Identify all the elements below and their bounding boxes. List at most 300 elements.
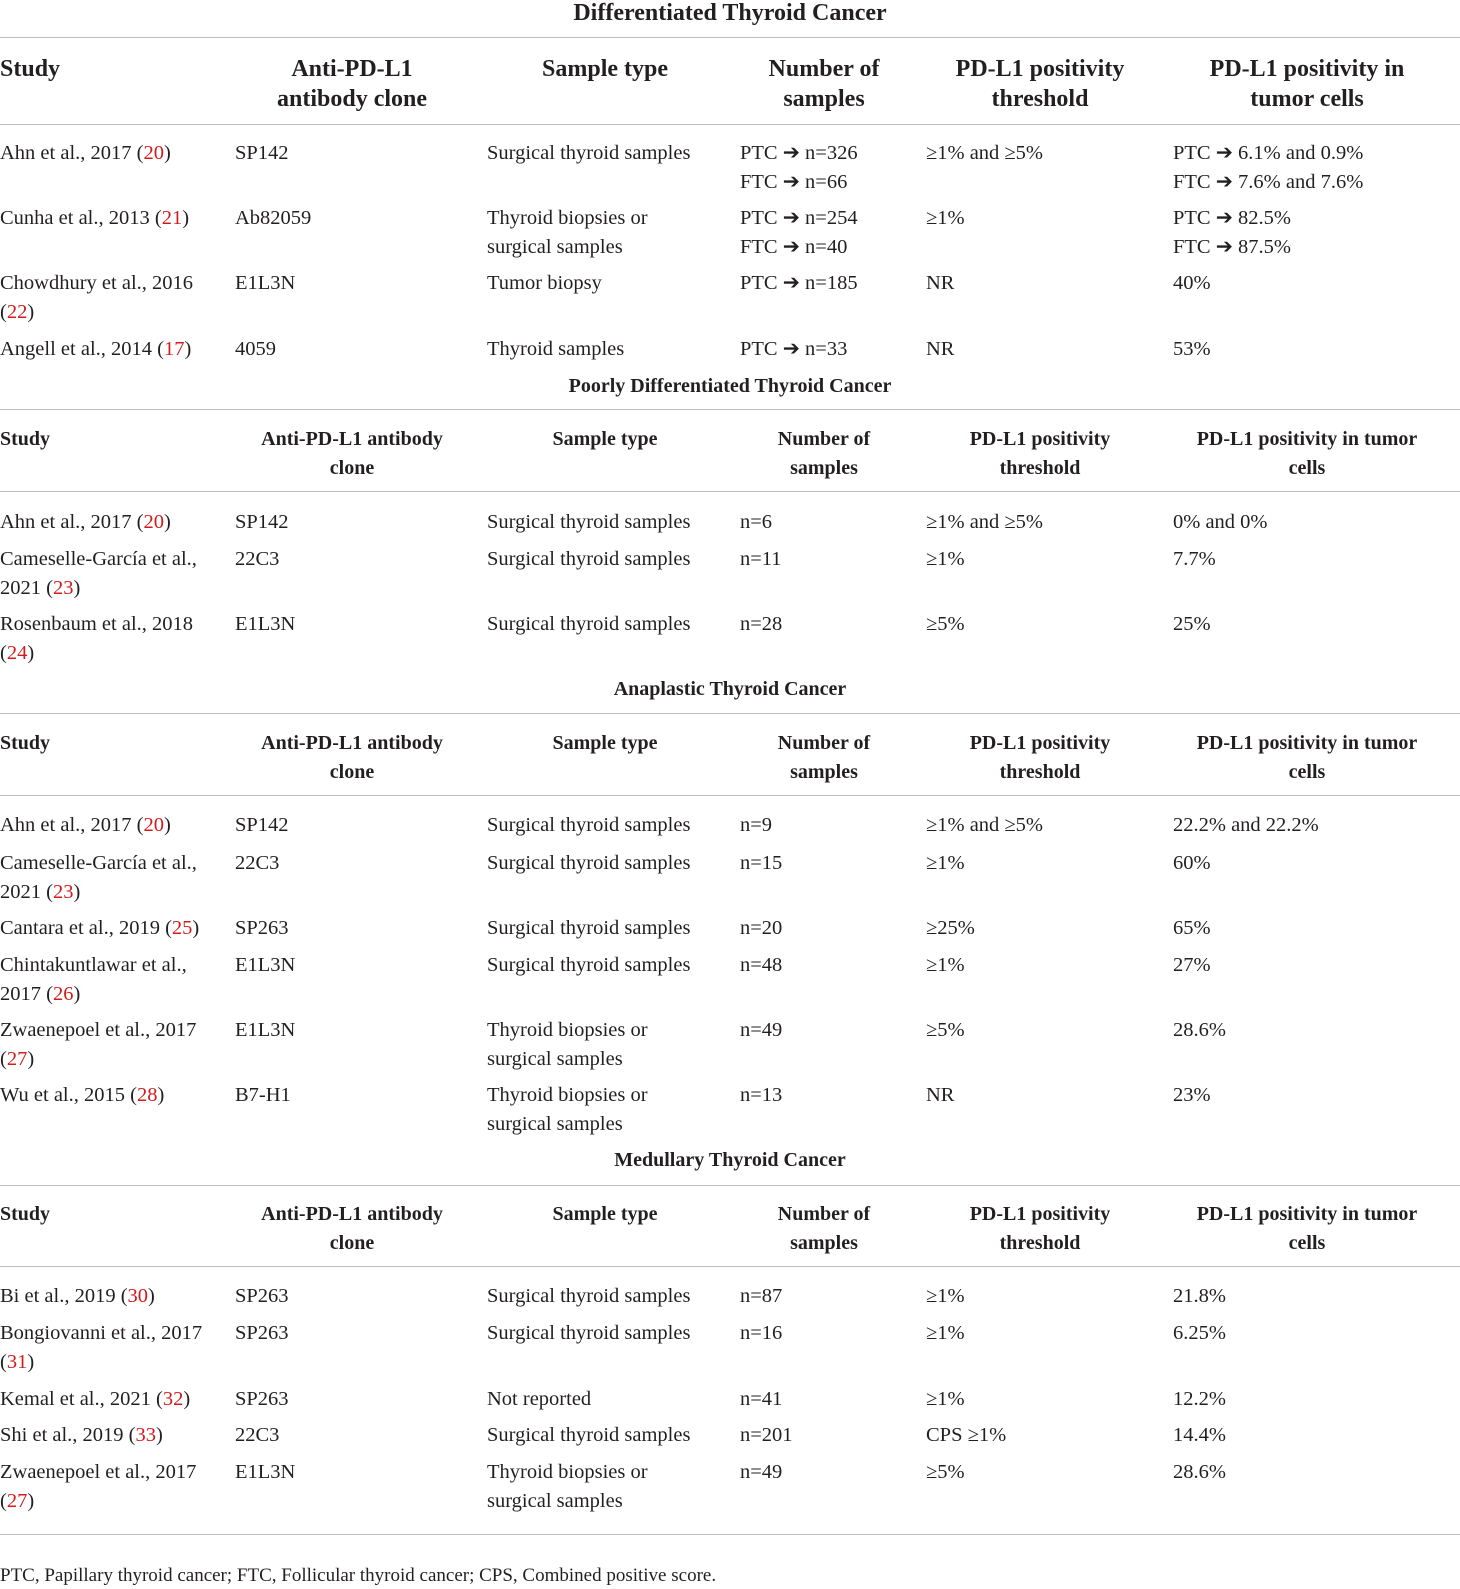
cell-number (740, 139, 858, 197)
cell-line: E1L3N (235, 1019, 296, 1041)
cell-line: NR (926, 1084, 955, 1106)
cell-clone (235, 811, 289, 840)
cell-positivity (1173, 811, 1319, 840)
column-header-clone (237, 54, 467, 114)
cell-line: ≥1% (926, 1285, 965, 1307)
study-citation-close: ) (148, 1285, 155, 1307)
cell-line: Surgical thyroid samples (487, 1285, 691, 1307)
cell-line (0, 1421, 163, 1450)
cell-line: PTC ➔ n=33 (740, 338, 848, 360)
cell-line: Surgical thyroid samples (487, 954, 691, 976)
header-line: cells (1288, 1232, 1326, 1254)
column-header-number (724, 1200, 924, 1258)
header-line: PD-L1 positivity (955, 56, 1125, 82)
cell-line: Surgical thyroid samples (487, 917, 691, 939)
cell-study (0, 139, 171, 168)
cell-line: 25% (1173, 613, 1211, 635)
column-header-threshold (920, 729, 1160, 787)
reference-link[interactable]: 27 (6, 1490, 28, 1512)
cell-study (0, 1282, 155, 1311)
cell-line: n=11 (740, 548, 782, 570)
cell-line: SP263 (235, 1388, 289, 1410)
reference-link[interactable]: 25 (171, 917, 193, 939)
cell-line: 22C3 (235, 1424, 280, 1446)
cell-line: 4059 (235, 338, 276, 360)
cell-line: surgical samples (487, 1490, 623, 1512)
cell-line: surgical samples (487, 1048, 623, 1070)
cell-line (0, 335, 191, 364)
reference-link[interactable]: 32 (162, 1388, 184, 1410)
cell-line: SP263 (235, 1322, 289, 1344)
header-line: Study (0, 56, 61, 82)
cell-number (740, 1385, 782, 1414)
cell-clone (235, 269, 295, 298)
header-line: PD-L1 positivity in (1209, 56, 1405, 82)
cell-sample (487, 204, 648, 262)
cell-threshold (926, 951, 965, 980)
header-line: samples (790, 761, 858, 783)
header-line: Sample type (552, 1203, 658, 1225)
cell-clone (235, 1081, 291, 1110)
header-line: PD-L1 positivity (969, 732, 1111, 754)
section-title: Differentiated Thyroid Cancer (573, 0, 887, 26)
header-line: clone (329, 761, 375, 783)
study-citation-close: ) (184, 338, 192, 360)
cell-line: ≥5% (926, 1019, 965, 1041)
header-line: samples (790, 457, 858, 479)
cell-positivity (1173, 508, 1268, 537)
cell-positivity (1173, 1458, 1226, 1487)
cell-study (0, 508, 171, 537)
cell-sample (487, 1282, 690, 1311)
cell-clone (235, 1458, 295, 1487)
cell-number (740, 335, 847, 364)
cell-line: 0% and 0% (1173, 511, 1268, 533)
cell-line: PTC ➔ n=326 (740, 142, 858, 164)
cell-number (740, 951, 782, 980)
cell-line: PTC ➔ n=254 (740, 207, 858, 229)
header-line: Study (0, 428, 51, 450)
cell-line: n=9 (740, 814, 773, 836)
header-line: clone (329, 1232, 375, 1254)
study-citation: Zwaenepoel et al., 2017 (0, 1019, 197, 1041)
cell-threshold (926, 1282, 965, 1311)
reference-link[interactable]: 31 (6, 1351, 28, 1373)
cell-line: ≥1% (926, 548, 965, 570)
cell-threshold (926, 849, 965, 878)
cell-positivity (1173, 914, 1211, 943)
study-citation: Cameselle-García et al., (0, 852, 197, 874)
cell-study (0, 1016, 196, 1074)
cell-sample (487, 335, 624, 364)
study-citation: Cunha et al., 2013 ( (0, 207, 162, 229)
cell-line: PTC ➔ 6.1% and 0.9% (1173, 142, 1364, 164)
cell-positivity (1173, 139, 1363, 197)
header-line: samples (783, 86, 865, 112)
cell-sample (487, 610, 690, 639)
header-bottom-rule (0, 491, 1460, 492)
cell-line: NR (926, 272, 955, 294)
cell-line: ≥25% (926, 917, 975, 939)
study-citation-close: ) (156, 1424, 163, 1446)
column-header-sample (485, 729, 725, 758)
column-header-clone (237, 425, 467, 483)
header-top-rule (0, 1185, 1460, 1186)
cell-line: 14.4% (1173, 1424, 1226, 1446)
cell-line: surgical samples (487, 236, 623, 258)
header-line: samples (790, 1232, 858, 1254)
cell-line: NR (926, 338, 955, 360)
study-citation: Bi et al., 2019 ( (0, 1285, 128, 1307)
study-citation-close: ) (182, 207, 190, 229)
column-header-threshold (920, 425, 1160, 483)
study-citation-close: ) (27, 642, 35, 664)
column-header-positivity (1162, 54, 1452, 114)
cell-line: B7-H1 (235, 1084, 291, 1106)
cell-clone (235, 139, 289, 168)
header-line: threshold (999, 1232, 1081, 1254)
cell-line: ≥1% (926, 207, 965, 229)
cell-line: Thyroid biopsies or (487, 1461, 648, 1483)
cell-line: PTC ➔ n=185 (740, 272, 858, 294)
cell-line: Ab82059 (235, 207, 312, 229)
cell-line: Surgical thyroid samples (487, 548, 691, 570)
cell-line (0, 849, 197, 878)
header-line: PD-L1 positivity in tumor (1196, 732, 1418, 754)
cell-line: 28.6% (1173, 1461, 1226, 1483)
reference-link[interactable]: 24 (6, 642, 28, 664)
study-citation: ( (0, 1048, 7, 1070)
cell-line: n=20 (740, 917, 783, 939)
cell-number (740, 1421, 793, 1450)
column-header-study (0, 54, 60, 84)
section-title: Anaplastic Thyroid Cancer (613, 678, 847, 700)
reference-link[interactable]: 20 (143, 511, 164, 533)
cell-sample (487, 545, 690, 574)
header-line: PD-L1 positivity (969, 428, 1111, 450)
cell-sample (487, 1421, 690, 1450)
header-bottom-rule (0, 124, 1460, 125)
cell-threshold (926, 545, 965, 574)
header-line: Study (0, 732, 51, 754)
cell-study (0, 269, 193, 327)
study-citation: Cameselle-García et al., (0, 548, 197, 570)
table-footnote: PTC, Papillary thyroid cancer; FTC, Follicular thyroid cancer; CPS, Combined positive score. (0, 1565, 717, 1586)
study-citation: Ahn et al., 2017 ( (0, 814, 144, 836)
header-line: Number of (777, 1203, 871, 1225)
column-header-study (0, 1200, 50, 1229)
cell-clone (235, 508, 289, 537)
study-citation-close: ) (157, 1084, 165, 1106)
header-line: Study (0, 1203, 51, 1225)
cell-line (0, 1016, 196, 1045)
cell-study (0, 1421, 163, 1450)
cell-number (740, 1081, 782, 1110)
cell-number (740, 849, 782, 878)
cell-line: Thyroid biopsies or (487, 1019, 648, 1041)
study-citation: Cantara et al., 2019 ( (0, 917, 172, 939)
cell-line: E1L3N (235, 613, 296, 635)
cell-line (0, 204, 189, 233)
header-line: Sample type (552, 732, 658, 754)
header-line: threshold (999, 761, 1081, 783)
reference-link[interactable]: 20 (143, 142, 164, 164)
study-citation: Ahn et al., 2017 ( (0, 142, 144, 164)
cell-line: ≥1% (926, 954, 965, 976)
cell-line: Surgical thyroid samples (487, 852, 691, 874)
cell-study (0, 849, 197, 907)
cell-sample (487, 1319, 690, 1348)
study-citation-close: ) (73, 881, 81, 903)
cell-study (0, 1458, 196, 1516)
header-line: Anti-PD-L1 antibody (261, 1203, 443, 1225)
cell-line: Surgical thyroid samples (487, 1424, 691, 1446)
header-line: clone (329, 457, 375, 479)
cell-line: 22.2% and 22.2% (1173, 814, 1319, 836)
study-citation: Wu et al., 2015 ( (0, 1084, 137, 1106)
study-citation: Angell et al., 2014 ( (0, 338, 164, 360)
cell-threshold (926, 914, 975, 943)
cell-positivity (1173, 610, 1211, 639)
cell-line (0, 1045, 196, 1074)
cell-line: Surgical thyroid samples (487, 142, 691, 164)
column-header-clone (237, 1200, 467, 1258)
study-citation-close: ) (27, 1048, 35, 1070)
cell-clone (235, 951, 295, 980)
cell-study (0, 335, 191, 364)
cell-line: n=48 (740, 954, 783, 976)
study-citation: 2021 ( (0, 881, 53, 903)
study-citation: 2021 ( (0, 577, 53, 599)
cell-line (0, 1282, 155, 1311)
cell-threshold (926, 811, 1043, 840)
header-line: Number of (768, 56, 880, 82)
cell-line: SP142 (235, 511, 289, 533)
cell-line: 22C3 (235, 852, 280, 874)
cell-line (0, 139, 171, 168)
cell-study (0, 1319, 202, 1377)
cell-line: 23% (1173, 1084, 1211, 1106)
cell-line: n=16 (740, 1322, 783, 1344)
cell-threshold (926, 1016, 965, 1045)
cell-line: Surgical thyroid samples (487, 613, 691, 635)
reference-link[interactable]: 20 (143, 814, 164, 836)
study-citation-close: ) (163, 814, 171, 836)
section-title: Medullary Thyroid Cancer (614, 1149, 846, 1171)
cell-line (0, 980, 187, 1009)
header-line: PD-L1 positivity in tumor (1196, 1203, 1418, 1225)
header-bottom-rule (0, 1266, 1460, 1267)
reference-link[interactable]: 30 (127, 1285, 149, 1307)
cell-line (0, 639, 193, 668)
study-citation: Chintakuntlawar et al., (0, 954, 187, 976)
cell-positivity (1173, 1319, 1226, 1348)
cell-number (740, 508, 772, 537)
table-bottom-rule (0, 1534, 1460, 1535)
header-line: Anti-PD-L1 antibody (261, 732, 443, 754)
cell-line (0, 508, 171, 537)
column-header-number (724, 729, 924, 787)
header-line: threshold (999, 457, 1081, 479)
cell-sample (487, 508, 690, 537)
cell-line: 65% (1173, 917, 1211, 939)
cell-positivity (1173, 204, 1291, 262)
cell-threshold (926, 508, 1043, 537)
header-line: cells (1288, 761, 1326, 783)
cell-sample (487, 1385, 591, 1414)
cell-clone (235, 204, 311, 233)
cell-study (0, 811, 171, 840)
column-header-clone (237, 729, 467, 787)
cell-sample (487, 849, 690, 878)
cell-clone (235, 1319, 289, 1348)
cell-line (0, 1385, 190, 1414)
cell-line: ≥1% and ≥5% (926, 142, 1044, 164)
cell-line: SP142 (235, 814, 289, 836)
cell-positivity (1173, 1081, 1211, 1110)
cell-line: n=28 (740, 613, 783, 635)
study-citation: Bongiovanni et al., 2017 (0, 1322, 203, 1344)
study-citation: ( (0, 1351, 7, 1373)
cell-line: 53% (1173, 338, 1211, 360)
reference-link[interactable]: 23 (52, 577, 74, 599)
reference-link[interactable]: 27 (6, 1048, 28, 1070)
header-line: antibody clone (276, 86, 428, 112)
cell-line: Surgical thyroid samples (487, 1322, 691, 1344)
study-citation: Rosenbaum et al., 2018 (0, 613, 194, 635)
study-citation: ( (0, 642, 7, 664)
cell-threshold (926, 1421, 1006, 1450)
cell-number (740, 545, 782, 574)
cell-line: FTC ➔ n=40 (740, 236, 848, 258)
study-citation: ( (0, 1490, 7, 1512)
header-line: Number of (777, 428, 871, 450)
cell-line: E1L3N (235, 1461, 296, 1483)
header-line: Number of (777, 732, 871, 754)
cell-line: Thyroid biopsies or (487, 207, 648, 229)
study-citation-close: ) (163, 142, 171, 164)
cell-line: 27% (1173, 954, 1211, 976)
cell-line (0, 1319, 202, 1348)
header-top-rule (0, 37, 1460, 38)
cell-line: ≥1% (926, 1388, 965, 1410)
header-bottom-rule (0, 795, 1460, 796)
cell-line: 7.7% (1173, 548, 1216, 570)
cell-line: n=201 (740, 1424, 793, 1446)
section-title: Poorly Differentiated Thyroid Cancer (568, 375, 892, 397)
reference-link[interactable]: 17 (163, 338, 185, 360)
cell-clone (235, 545, 279, 574)
reference-link[interactable]: 23 (52, 881, 74, 903)
cell-number (740, 914, 782, 943)
cell-line: ≥1% (926, 852, 965, 874)
cell-sample (487, 811, 690, 840)
cell-line (0, 545, 197, 574)
cell-line (0, 878, 197, 907)
cell-line: surgical samples (487, 1113, 623, 1135)
reference-link[interactable]: 21 (161, 207, 183, 229)
cell-line (0, 811, 171, 840)
study-citation-close: ) (163, 511, 171, 533)
column-header-positivity (1162, 729, 1452, 787)
cell-sample (487, 914, 690, 943)
study-citation-close: ) (192, 917, 200, 939)
cell-number (740, 204, 858, 262)
cell-line: Surgical thyroid samples (487, 511, 691, 533)
study-citation: Shi et al., 2019 ( (0, 1424, 136, 1446)
cell-sample (487, 139, 690, 168)
reference-link[interactable]: 26 (52, 983, 74, 1005)
header-top-rule (0, 409, 1460, 410)
cell-sample (487, 269, 602, 298)
cell-line (0, 1081, 164, 1110)
cell-line: PTC ➔ 82.5% (1173, 207, 1291, 229)
cell-number (740, 269, 858, 298)
cell-line: n=49 (740, 1461, 783, 1483)
cell-number (740, 1282, 782, 1311)
cell-positivity (1173, 545, 1216, 574)
cell-threshold (926, 139, 1043, 168)
cell-positivity (1173, 849, 1211, 878)
column-header-threshold (920, 1200, 1160, 1258)
cell-clone (235, 1421, 279, 1450)
column-header-sample (485, 425, 725, 454)
cell-line: E1L3N (235, 272, 296, 294)
cell-line: 28.6% (1173, 1019, 1226, 1041)
cell-line: n=41 (740, 1388, 783, 1410)
cell-line: Surgical thyroid samples (487, 814, 691, 836)
cell-threshold (926, 610, 965, 639)
column-header-sample (485, 54, 725, 84)
cell-line: SP142 (235, 142, 289, 164)
reference-link[interactable]: 22 (6, 301, 28, 323)
header-line: threshold (991, 86, 1089, 112)
cell-number (740, 811, 772, 840)
cell-number (740, 1458, 782, 1487)
cell-line: n=13 (740, 1084, 783, 1106)
cell-line: n=49 (740, 1019, 783, 1041)
cell-positivity (1173, 269, 1211, 298)
column-header-sample (485, 1200, 725, 1229)
cell-number (740, 1016, 782, 1045)
column-header-threshold (920, 54, 1160, 114)
cell-line: 6.25% (1173, 1322, 1226, 1344)
cell-clone (235, 1385, 289, 1414)
cell-line (0, 610, 193, 639)
header-line: PD-L1 positivity in tumor (1196, 428, 1418, 450)
cell-study (0, 204, 189, 233)
study-citation: ( (0, 301, 7, 323)
cell-line (0, 574, 197, 603)
header-line: Sample type (552, 428, 658, 450)
cell-sample (487, 1081, 648, 1139)
cell-threshold (926, 1458, 965, 1487)
cell-positivity (1173, 1385, 1226, 1414)
cell-positivity (1173, 1016, 1226, 1045)
column-header-positivity (1162, 1200, 1452, 1258)
cell-positivity (1173, 951, 1211, 980)
study-citation: Chowdhury et al., 2016 (0, 272, 194, 294)
reference-link[interactable]: 33 (135, 1424, 157, 1446)
cell-line: FTC ➔ n=66 (740, 171, 848, 193)
cell-line (0, 1458, 196, 1487)
study-citation-close: ) (27, 1490, 35, 1512)
cell-line: ≥1% (926, 1322, 965, 1344)
cell-threshold (926, 204, 965, 233)
header-line: PD-L1 positivity (969, 1203, 1111, 1225)
reference-link[interactable]: 28 (136, 1084, 158, 1106)
cell-line: CPS ≥1% (926, 1424, 1007, 1446)
